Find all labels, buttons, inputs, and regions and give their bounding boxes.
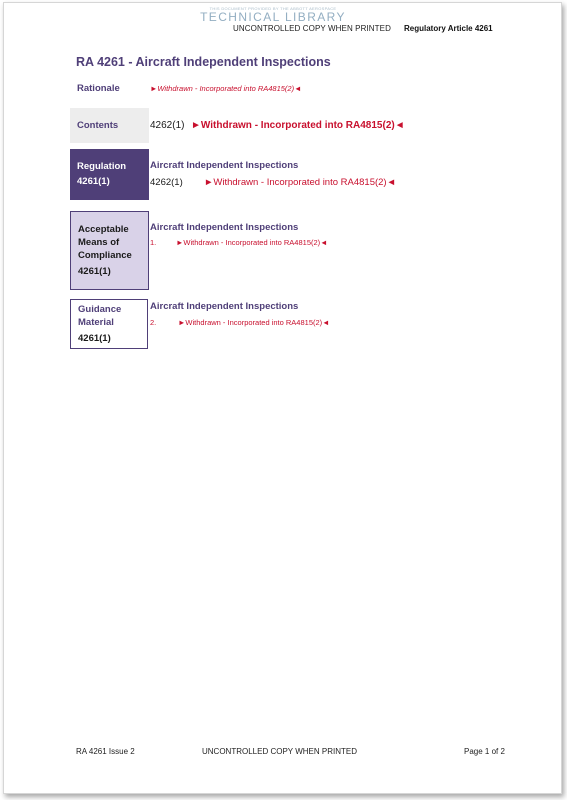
contents-withdrawn-link[interactable]: ►Withdrawn - Incorporated into RA4815(2)◄ xyxy=(191,120,405,131)
regulation-heading: Aircraft Independent Inspections xyxy=(150,160,299,171)
contents-box xyxy=(70,108,149,143)
amc-label-line2: Means of xyxy=(78,237,120,248)
contents-number: 4262(1) xyxy=(150,120,185,131)
header-article-label: Regulatory Article 4261 xyxy=(404,24,493,33)
footer-uncontrolled-notice: UNCONTROLLED COPY WHEN PRINTED xyxy=(202,747,357,756)
rationale-label: Rationale xyxy=(77,83,120,94)
guidance-heading: Aircraft Independent Inspections xyxy=(150,301,299,312)
regulation-number: 4261(1) xyxy=(77,176,110,187)
regulation-label: Regulation xyxy=(77,161,127,172)
amc-heading: Aircraft Independent Inspections xyxy=(150,222,299,233)
guidance-box xyxy=(70,299,148,349)
footer-issue: RA 4261 Issue 2 xyxy=(76,747,135,756)
amc-label-line1: Acceptable xyxy=(78,224,129,235)
amc-label-line3: Compliance xyxy=(78,250,132,261)
watermark-main-text: TECHNICAL LIBRARY xyxy=(200,10,346,24)
page-title: RA 4261 - Aircraft Independent Inspections xyxy=(76,55,331,69)
amc-item-number: 1. xyxy=(150,238,157,247)
header-uncontrolled-notice: UNCONTROLLED COPY WHEN PRINTED xyxy=(233,24,391,33)
regulation-box xyxy=(70,149,149,200)
regulation-withdrawn-text: ►Withdrawn - Incorporated into RA4815(2)◄ xyxy=(204,177,396,188)
amc-box xyxy=(70,211,149,290)
document-page xyxy=(3,2,562,794)
rationale-withdrawn-text: ►Withdrawn - Incorporated into RA4815(2)◄ xyxy=(150,84,302,93)
guidance-label-number: 4261(1) xyxy=(78,333,111,344)
guidance-item-number: 2. xyxy=(150,318,157,327)
amc-withdrawn-text: ►Withdrawn - Incorporated into RA4815(2)◄ xyxy=(176,238,328,247)
guidance-label-line2: Material xyxy=(78,317,114,328)
regulation-clause-number: 4262(1) xyxy=(150,177,183,188)
guidance-withdrawn-text: ►Withdrawn - Incorporated into RA4815(2)◄ xyxy=(178,318,330,327)
amc-label-number: 4261(1) xyxy=(78,266,111,277)
contents-label: Contents xyxy=(77,120,119,131)
guidance-label-line1: Guidance xyxy=(78,304,122,315)
footer-page-number: Page 1 of 2 xyxy=(464,747,505,756)
watermark-top-text: THIS DOCUMENT PROVIDED BY THE ABBOTT AEROSPACE xyxy=(209,6,337,11)
